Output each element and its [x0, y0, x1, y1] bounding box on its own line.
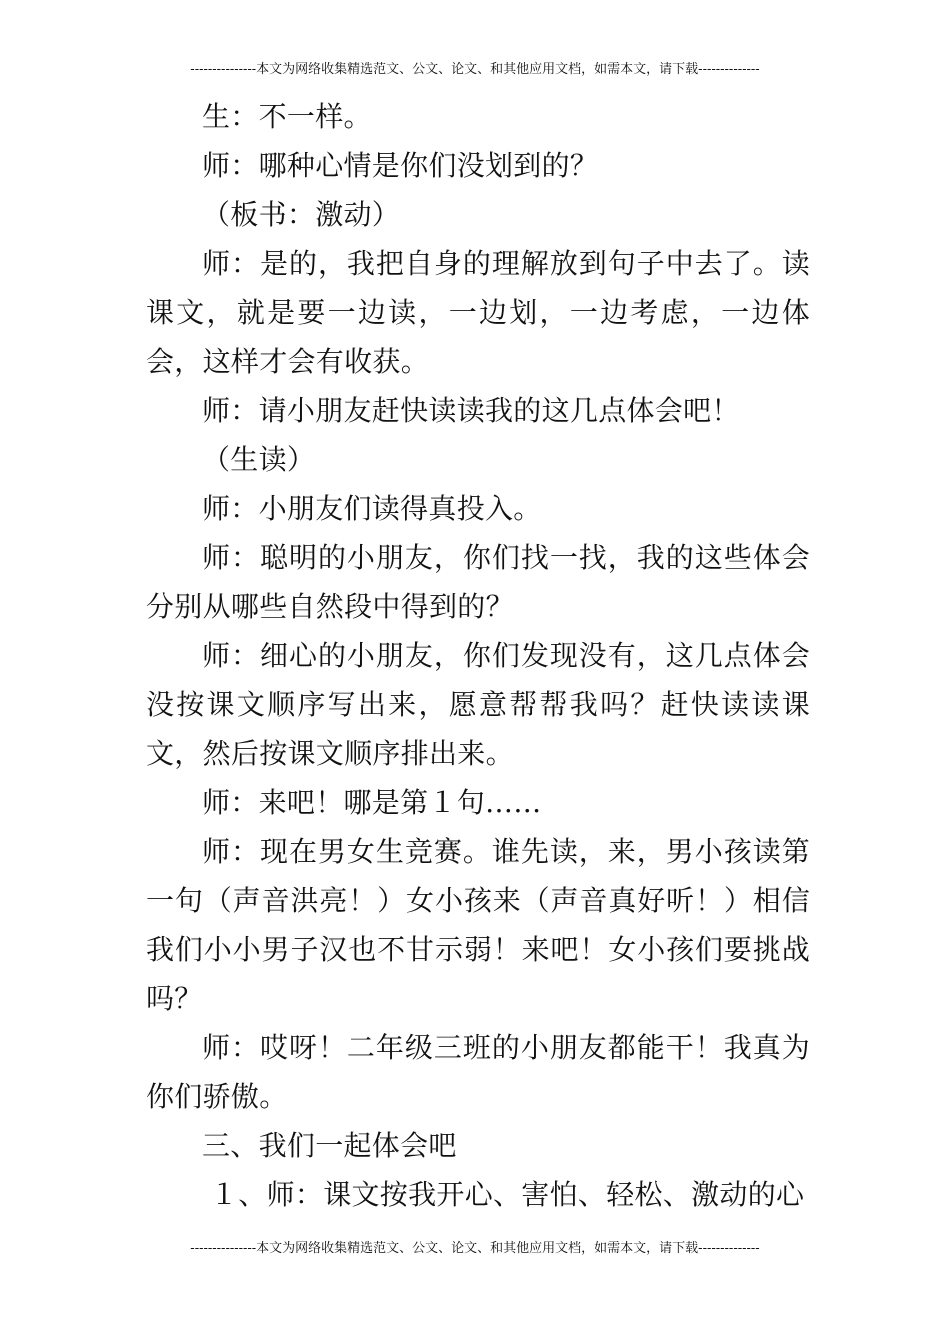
- paragraph: 师：小朋友们读得真投入。: [202, 492, 542, 525]
- paragraph: 师：现在男女生竞赛。谁先读，来，男小孩读第一句（声音洪亮！）女小孩来（声音真好听！）相信我们小小男子汉也不甘示弱！来吧！女小孩们要挑战吗？: [146, 835, 810, 1015]
- paragraph: （板书：激动）: [202, 198, 401, 231]
- paragraph: 师：请小朋友赶快读读我的这几点体会吧！: [202, 394, 740, 427]
- paragraph: 生：不一样。: [202, 100, 372, 133]
- paragraph: 师：是的，我把自身的理解放到句子中去了。读课文，就是要一边读，一边划，一边考虑，一边体会，这样才会有收获。: [146, 247, 810, 378]
- page-footer: ---------------本文为网络收集精选范文、公文、论文、和其他应用文档，如需本文，请下载--------------: [190, 1241, 760, 1256]
- paragraph: 师：哪种心情是你们没划到的？: [202, 149, 599, 182]
- paragraph: 师：来吧！哪是第１句……: [202, 786, 542, 819]
- section-heading: 三、我们一起体会吧: [202, 1129, 457, 1162]
- paragraph: １、师：课文按我开心、害怕、轻松、激动的心: [210, 1178, 805, 1211]
- document-body: [146, 92, 810, 1219]
- paragraph: 师：细心的小朋友，你们发现没有，这几点体会没按课文顺序写出来，愿意帮帮我吗？赶快读读课文，然后按课文顺序排出来。: [146, 639, 810, 770]
- paragraph: 师：聪明的小朋友，你们找一找，我的这些体会分别从哪些自然段中得到的？: [146, 541, 810, 623]
- paragraph: （生读）: [202, 443, 316, 476]
- paragraph: 师：哎呀！二年级三班的小朋友都能干！我真为你们骄傲。: [146, 1031, 810, 1113]
- page-header: ---------------本文为网络收集精选范文、公文、论文、和其他应用文档，如需本文，请下载--------------: [190, 62, 760, 77]
